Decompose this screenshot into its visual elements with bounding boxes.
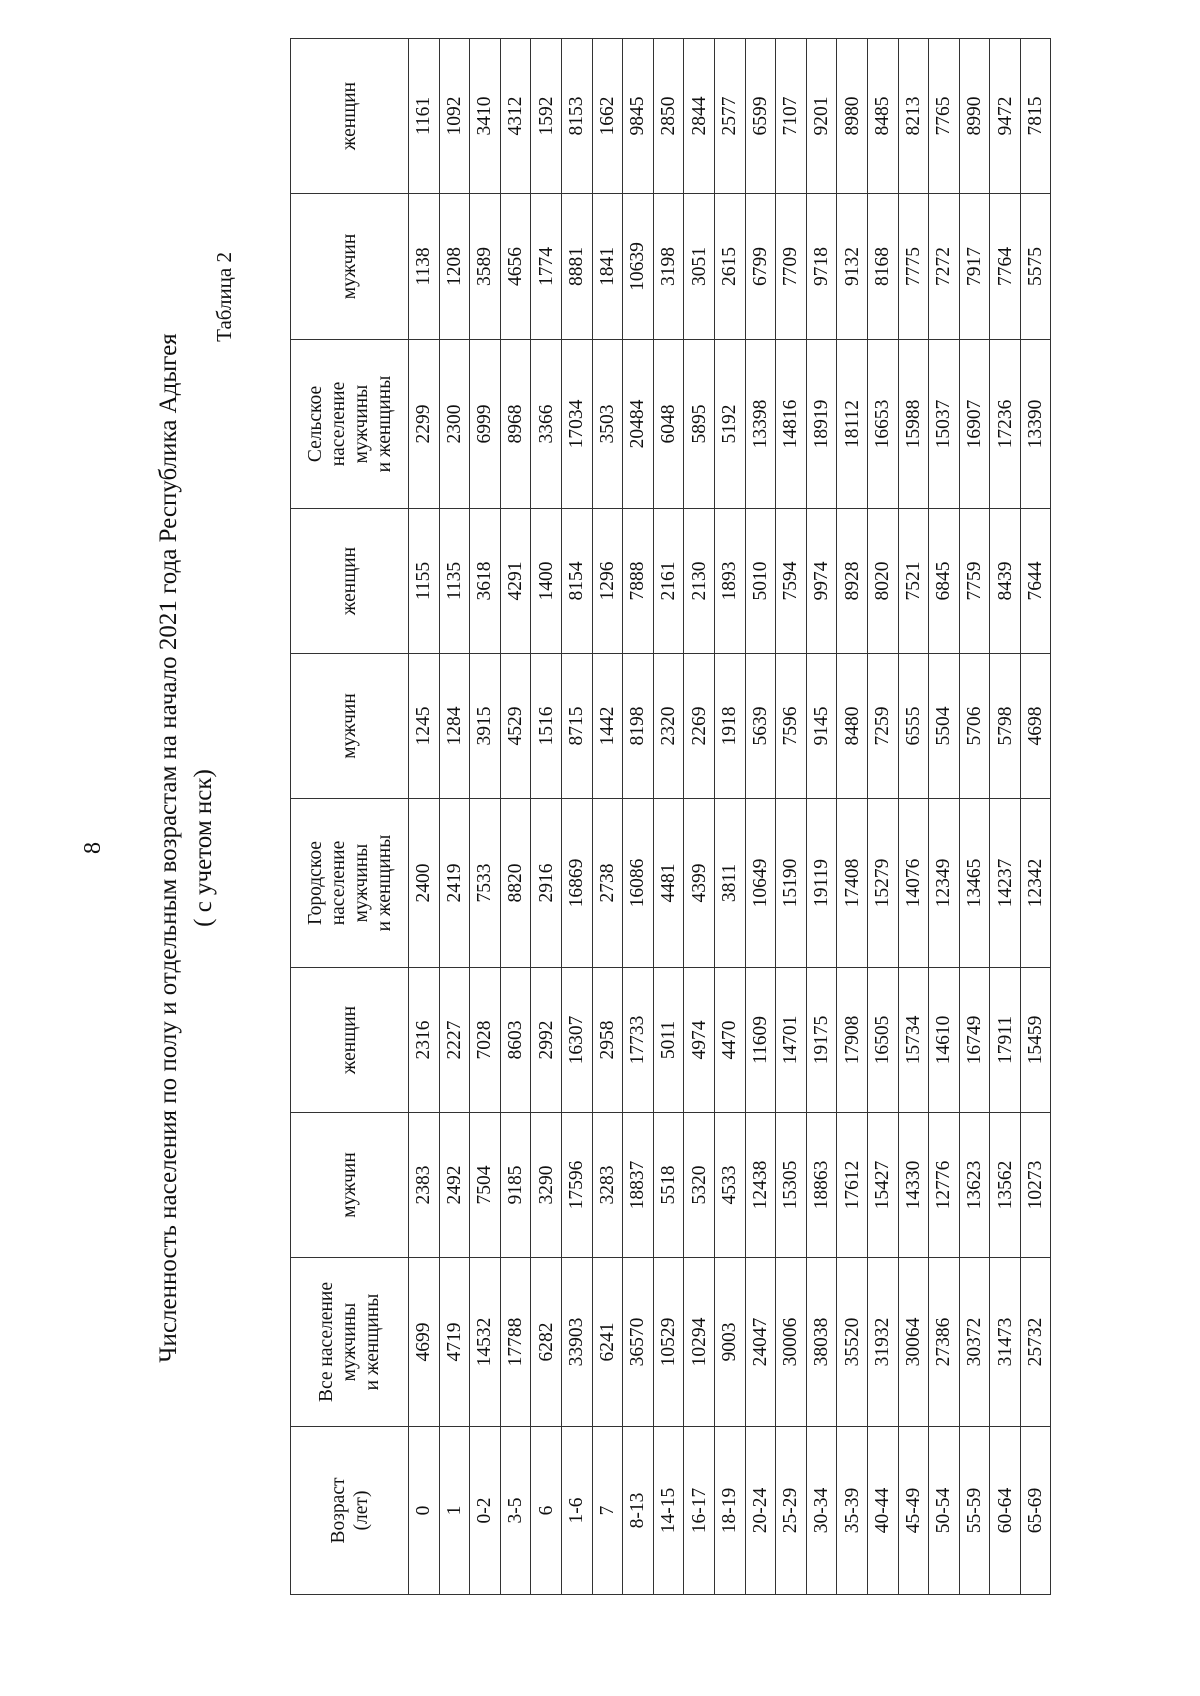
table-row — [776, 39, 807, 1595]
page-number: 8 — [80, 842, 106, 854]
value-cell: 7888 — [623, 509, 654, 654]
value-cell: 1138 — [409, 194, 440, 340]
value-cell: 17034 — [561, 340, 592, 509]
value-cell: 1918 — [714, 654, 745, 799]
value-cell: 1841 — [592, 194, 623, 340]
value-cell: 6555 — [898, 654, 929, 799]
age-cell: 25-29 — [776, 1427, 807, 1595]
value-cell: 8968 — [500, 340, 531, 509]
value-cell: 3589 — [470, 194, 501, 340]
value-cell: 8990 — [959, 39, 990, 194]
value-cell: 2161 — [653, 509, 684, 654]
value-cell: 5320 — [684, 1113, 715, 1258]
value-cell: 10649 — [745, 799, 776, 968]
value-cell: 3290 — [531, 1113, 562, 1258]
value-cell: 33903 — [561, 1258, 592, 1427]
value-cell: 18919 — [806, 340, 837, 509]
value-cell: 8715 — [561, 654, 592, 799]
value-cell: 7815 — [1020, 39, 1051, 194]
value-cell: 15279 — [867, 799, 898, 968]
value-cell: 3811 — [714, 799, 745, 968]
value-cell: 2400 — [409, 799, 440, 968]
value-cell: 13465 — [959, 799, 990, 968]
value-cell: 4719 — [439, 1258, 470, 1427]
header-total-women: женщин — [291, 968, 409, 1113]
value-cell: 17908 — [837, 968, 868, 1113]
table-row — [867, 39, 898, 1595]
value-cell: 9185 — [500, 1113, 531, 1258]
value-cell: 10273 — [1020, 1113, 1051, 1258]
value-cell: 15037 — [929, 340, 960, 509]
value-cell: 1208 — [439, 194, 470, 340]
value-cell: 3618 — [470, 509, 501, 654]
value-cell: 2320 — [653, 654, 684, 799]
value-cell: 12438 — [745, 1113, 776, 1258]
age-cell: 40-44 — [867, 1427, 898, 1595]
value-cell: 16869 — [561, 799, 592, 968]
value-cell: 9201 — [806, 39, 837, 194]
value-cell: 30006 — [776, 1258, 807, 1427]
age-cell: 14-15 — [653, 1427, 684, 1595]
header-age: Возраст (лет) — [291, 1427, 409, 1595]
value-cell: 8153 — [561, 39, 592, 194]
value-cell: 1092 — [439, 39, 470, 194]
value-cell: 4470 — [714, 968, 745, 1113]
value-cell: 12342 — [1020, 799, 1051, 968]
value-cell: 6599 — [745, 39, 776, 194]
age-cell: 0-2 — [470, 1427, 501, 1595]
table-row — [470, 39, 501, 1595]
table-row — [623, 39, 654, 1595]
value-cell: 1245 — [409, 654, 440, 799]
value-cell: 12349 — [929, 799, 960, 968]
value-cell: 30372 — [959, 1258, 990, 1427]
value-cell: 17733 — [623, 968, 654, 1113]
value-cell: 3051 — [684, 194, 715, 340]
value-cell: 16907 — [959, 340, 990, 509]
value-cell: 4533 — [714, 1113, 745, 1258]
value-cell: 15459 — [1020, 968, 1051, 1113]
value-cell: 1442 — [592, 654, 623, 799]
header-urban: Городское население мужчины и женщины — [291, 799, 409, 968]
value-cell: 15427 — [867, 1113, 898, 1258]
age-cell: 35-39 — [837, 1427, 868, 1595]
value-cell: 17596 — [561, 1113, 592, 1258]
value-cell: 13398 — [745, 340, 776, 509]
value-cell: 31473 — [990, 1258, 1021, 1427]
value-cell: 8439 — [990, 509, 1021, 654]
value-cell: 1516 — [531, 654, 562, 799]
value-cell: 5639 — [745, 654, 776, 799]
age-cell: 1-6 — [561, 1427, 592, 1595]
value-cell: 5011 — [653, 968, 684, 1113]
value-cell: 7028 — [470, 968, 501, 1113]
value-cell: 7594 — [776, 509, 807, 654]
value-cell: 17911 — [990, 968, 1021, 1113]
value-cell: 7709 — [776, 194, 807, 340]
table-body — [409, 39, 1051, 1595]
value-cell: 7644 — [1020, 509, 1051, 654]
value-cell: 13623 — [959, 1113, 990, 1258]
value-cell: 19119 — [806, 799, 837, 968]
value-cell: 3366 — [531, 340, 562, 509]
value-cell: 4291 — [500, 509, 531, 654]
value-cell: 3410 — [470, 39, 501, 194]
value-cell: 1284 — [439, 654, 470, 799]
value-cell: 1135 — [439, 509, 470, 654]
value-cell: 15988 — [898, 340, 929, 509]
value-cell: 6048 — [653, 340, 684, 509]
value-cell: 8928 — [837, 509, 868, 654]
age-cell: 1 — [439, 1427, 470, 1595]
table-row — [1020, 39, 1051, 1595]
value-cell: 9974 — [806, 509, 837, 654]
value-cell: 5504 — [929, 654, 960, 799]
value-cell: 2738 — [592, 799, 623, 968]
page-title: Численность населения по полу и отдельным возрастам на начало 2021 года Республика Адыгея — [155, 333, 182, 1363]
age-cell: 3-5 — [500, 1427, 531, 1595]
table-row — [684, 39, 715, 1595]
value-cell: 36570 — [623, 1258, 654, 1427]
value-cell: 11609 — [745, 968, 776, 1113]
value-cell: 4312 — [500, 39, 531, 194]
header-rural-men: мужчин — [291, 194, 409, 340]
value-cell: 14330 — [898, 1113, 929, 1258]
value-cell: 5706 — [959, 654, 990, 799]
value-cell: 16086 — [623, 799, 654, 968]
value-cell: 2577 — [714, 39, 745, 194]
table-row — [500, 39, 531, 1595]
age-cell: 50-54 — [929, 1427, 960, 1595]
value-cell: 2850 — [653, 39, 684, 194]
table-row — [898, 39, 929, 1595]
value-cell: 6845 — [929, 509, 960, 654]
value-cell: 8168 — [867, 194, 898, 340]
value-cell: 2299 — [409, 340, 440, 509]
value-cell: 4699 — [409, 1258, 440, 1427]
age-cell: 0 — [409, 1427, 440, 1595]
table-row — [439, 39, 470, 1595]
value-cell: 10639 — [623, 194, 654, 340]
value-cell: 6241 — [592, 1258, 623, 1427]
value-cell: 7596 — [776, 654, 807, 799]
table-row — [959, 39, 990, 1595]
value-cell: 20484 — [623, 340, 654, 509]
value-cell: 2130 — [684, 509, 715, 654]
value-cell: 19175 — [806, 968, 837, 1113]
table-row — [806, 39, 837, 1595]
header-rural: Сельское население мужчины и женщины — [291, 340, 409, 509]
population-table — [290, 38, 1051, 1595]
age-cell: 30-34 — [806, 1427, 837, 1595]
value-cell: 16749 — [959, 968, 990, 1113]
value-cell: 2844 — [684, 39, 715, 194]
value-cell: 1161 — [409, 39, 440, 194]
value-cell: 7775 — [898, 194, 929, 340]
value-cell: 35520 — [837, 1258, 868, 1427]
value-cell: 7521 — [898, 509, 929, 654]
value-cell: 16505 — [867, 968, 898, 1113]
value-cell: 2492 — [439, 1113, 470, 1258]
value-cell: 7272 — [929, 194, 960, 340]
value-cell: 8881 — [561, 194, 592, 340]
age-cell: 60-64 — [990, 1427, 1021, 1595]
value-cell: 1662 — [592, 39, 623, 194]
value-cell: 2227 — [439, 968, 470, 1113]
value-cell: 13390 — [1020, 340, 1051, 509]
value-cell: 8480 — [837, 654, 868, 799]
age-cell: 8-13 — [623, 1427, 654, 1595]
value-cell: 9472 — [990, 39, 1021, 194]
value-cell: 2916 — [531, 799, 562, 968]
header-total: Все население мужчины и женщины — [291, 1258, 409, 1427]
value-cell: 18112 — [837, 340, 868, 509]
value-cell: 30064 — [898, 1258, 929, 1427]
value-cell: 3283 — [592, 1113, 623, 1258]
value-cell: 7107 — [776, 39, 807, 194]
value-cell: 1400 — [531, 509, 562, 654]
value-cell: 5895 — [684, 340, 715, 509]
value-cell: 1592 — [531, 39, 562, 194]
value-cell: 8154 — [561, 509, 592, 654]
value-cell: 17408 — [837, 799, 868, 968]
value-cell: 6999 — [470, 340, 501, 509]
age-cell: 16-17 — [684, 1427, 715, 1595]
table-row — [592, 39, 623, 1595]
value-cell: 2992 — [531, 968, 562, 1113]
value-cell: 2615 — [714, 194, 745, 340]
table-row — [745, 39, 776, 1595]
value-cell: 2316 — [409, 968, 440, 1113]
value-cell: 7764 — [990, 194, 1021, 340]
value-cell: 18837 — [623, 1113, 654, 1258]
value-cell: 9145 — [806, 654, 837, 799]
table-row — [561, 39, 592, 1595]
header-urban-women: женщин — [291, 509, 409, 654]
table-row — [714, 39, 745, 1595]
value-cell: 7259 — [867, 654, 898, 799]
age-cell: 18-19 — [714, 1427, 745, 1595]
value-cell: 25732 — [1020, 1258, 1051, 1427]
value-cell: 5518 — [653, 1113, 684, 1258]
value-cell: 7504 — [470, 1113, 501, 1258]
value-cell: 2300 — [439, 340, 470, 509]
value-cell: 14237 — [990, 799, 1021, 968]
value-cell: 15734 — [898, 968, 929, 1113]
age-cell: 6 — [531, 1427, 562, 1595]
value-cell: 15190 — [776, 799, 807, 968]
value-cell: 3915 — [470, 654, 501, 799]
age-cell: 65-69 — [1020, 1427, 1051, 1595]
value-cell: 1774 — [531, 194, 562, 340]
value-cell: 5575 — [1020, 194, 1051, 340]
value-cell: 4698 — [1020, 654, 1051, 799]
value-cell: 5010 — [745, 509, 776, 654]
value-cell: 14076 — [898, 799, 929, 968]
value-cell: 17236 — [990, 340, 1021, 509]
value-cell: 2958 — [592, 968, 623, 1113]
age-cell: 7 — [592, 1427, 623, 1595]
value-cell: 9003 — [714, 1258, 745, 1427]
header-total-men: мужчин — [291, 1113, 409, 1258]
page-subtitle: ( с учетом нск) — [190, 769, 217, 927]
age-cell: 45-49 — [898, 1427, 929, 1595]
value-cell: 2383 — [409, 1113, 440, 1258]
header-row — [291, 39, 409, 1595]
value-cell: 8020 — [867, 509, 898, 654]
value-cell: 4481 — [653, 799, 684, 968]
value-cell: 15305 — [776, 1113, 807, 1258]
value-cell: 5192 — [714, 340, 745, 509]
value-cell: 38038 — [806, 1258, 837, 1427]
age-cell: 55-59 — [959, 1427, 990, 1595]
value-cell: 16307 — [561, 968, 592, 1113]
value-cell: 6799 — [745, 194, 776, 340]
value-cell: 14701 — [776, 968, 807, 1113]
value-cell: 24047 — [745, 1258, 776, 1427]
value-cell: 8980 — [837, 39, 868, 194]
value-cell: 3198 — [653, 194, 684, 340]
value-cell: 8213 — [898, 39, 929, 194]
value-cell: 27386 — [929, 1258, 960, 1427]
value-cell: 18863 — [806, 1113, 837, 1258]
value-cell: 7759 — [959, 509, 990, 654]
value-cell: 2419 — [439, 799, 470, 968]
value-cell: 1893 — [714, 509, 745, 654]
value-cell: 16653 — [867, 340, 898, 509]
table-row — [929, 39, 960, 1595]
value-cell: 5798 — [990, 654, 1021, 799]
value-cell: 31932 — [867, 1258, 898, 1427]
value-cell: 8820 — [500, 799, 531, 968]
value-cell: 9718 — [806, 194, 837, 340]
table-label: Таблица 2 — [212, 252, 236, 342]
value-cell: 4399 — [684, 799, 715, 968]
value-cell: 1155 — [409, 509, 440, 654]
value-cell: 4656 — [500, 194, 531, 340]
value-cell: 4974 — [684, 968, 715, 1113]
value-cell: 14610 — [929, 968, 960, 1113]
value-cell: 12776 — [929, 1113, 960, 1258]
value-cell: 1296 — [592, 509, 623, 654]
value-cell: 7765 — [929, 39, 960, 194]
value-cell: 6282 — [531, 1258, 562, 1427]
age-cell: 20-24 — [745, 1427, 776, 1595]
header-rural-women: женщин — [291, 39, 409, 194]
value-cell: 14816 — [776, 340, 807, 509]
table-row — [409, 39, 440, 1595]
header-urban-men: мужчин — [291, 654, 409, 799]
value-cell: 10294 — [684, 1258, 715, 1427]
value-cell: 14532 — [470, 1258, 501, 1427]
value-cell: 2269 — [684, 654, 715, 799]
value-cell: 8603 — [500, 968, 531, 1113]
value-cell: 7917 — [959, 194, 990, 340]
table-row — [837, 39, 868, 1595]
value-cell: 9845 — [623, 39, 654, 194]
table-row — [990, 39, 1021, 1595]
value-cell: 4529 — [500, 654, 531, 799]
value-cell: 3503 — [592, 340, 623, 509]
value-cell: 7533 — [470, 799, 501, 968]
value-cell: 13562 — [990, 1113, 1021, 1258]
value-cell: 10529 — [653, 1258, 684, 1427]
table-row — [653, 39, 684, 1595]
value-cell: 9132 — [837, 194, 868, 340]
value-cell: 8198 — [623, 654, 654, 799]
table-row — [531, 39, 562, 1595]
value-cell: 17612 — [837, 1113, 868, 1258]
value-cell: 8485 — [867, 39, 898, 194]
value-cell: 17788 — [500, 1258, 531, 1427]
